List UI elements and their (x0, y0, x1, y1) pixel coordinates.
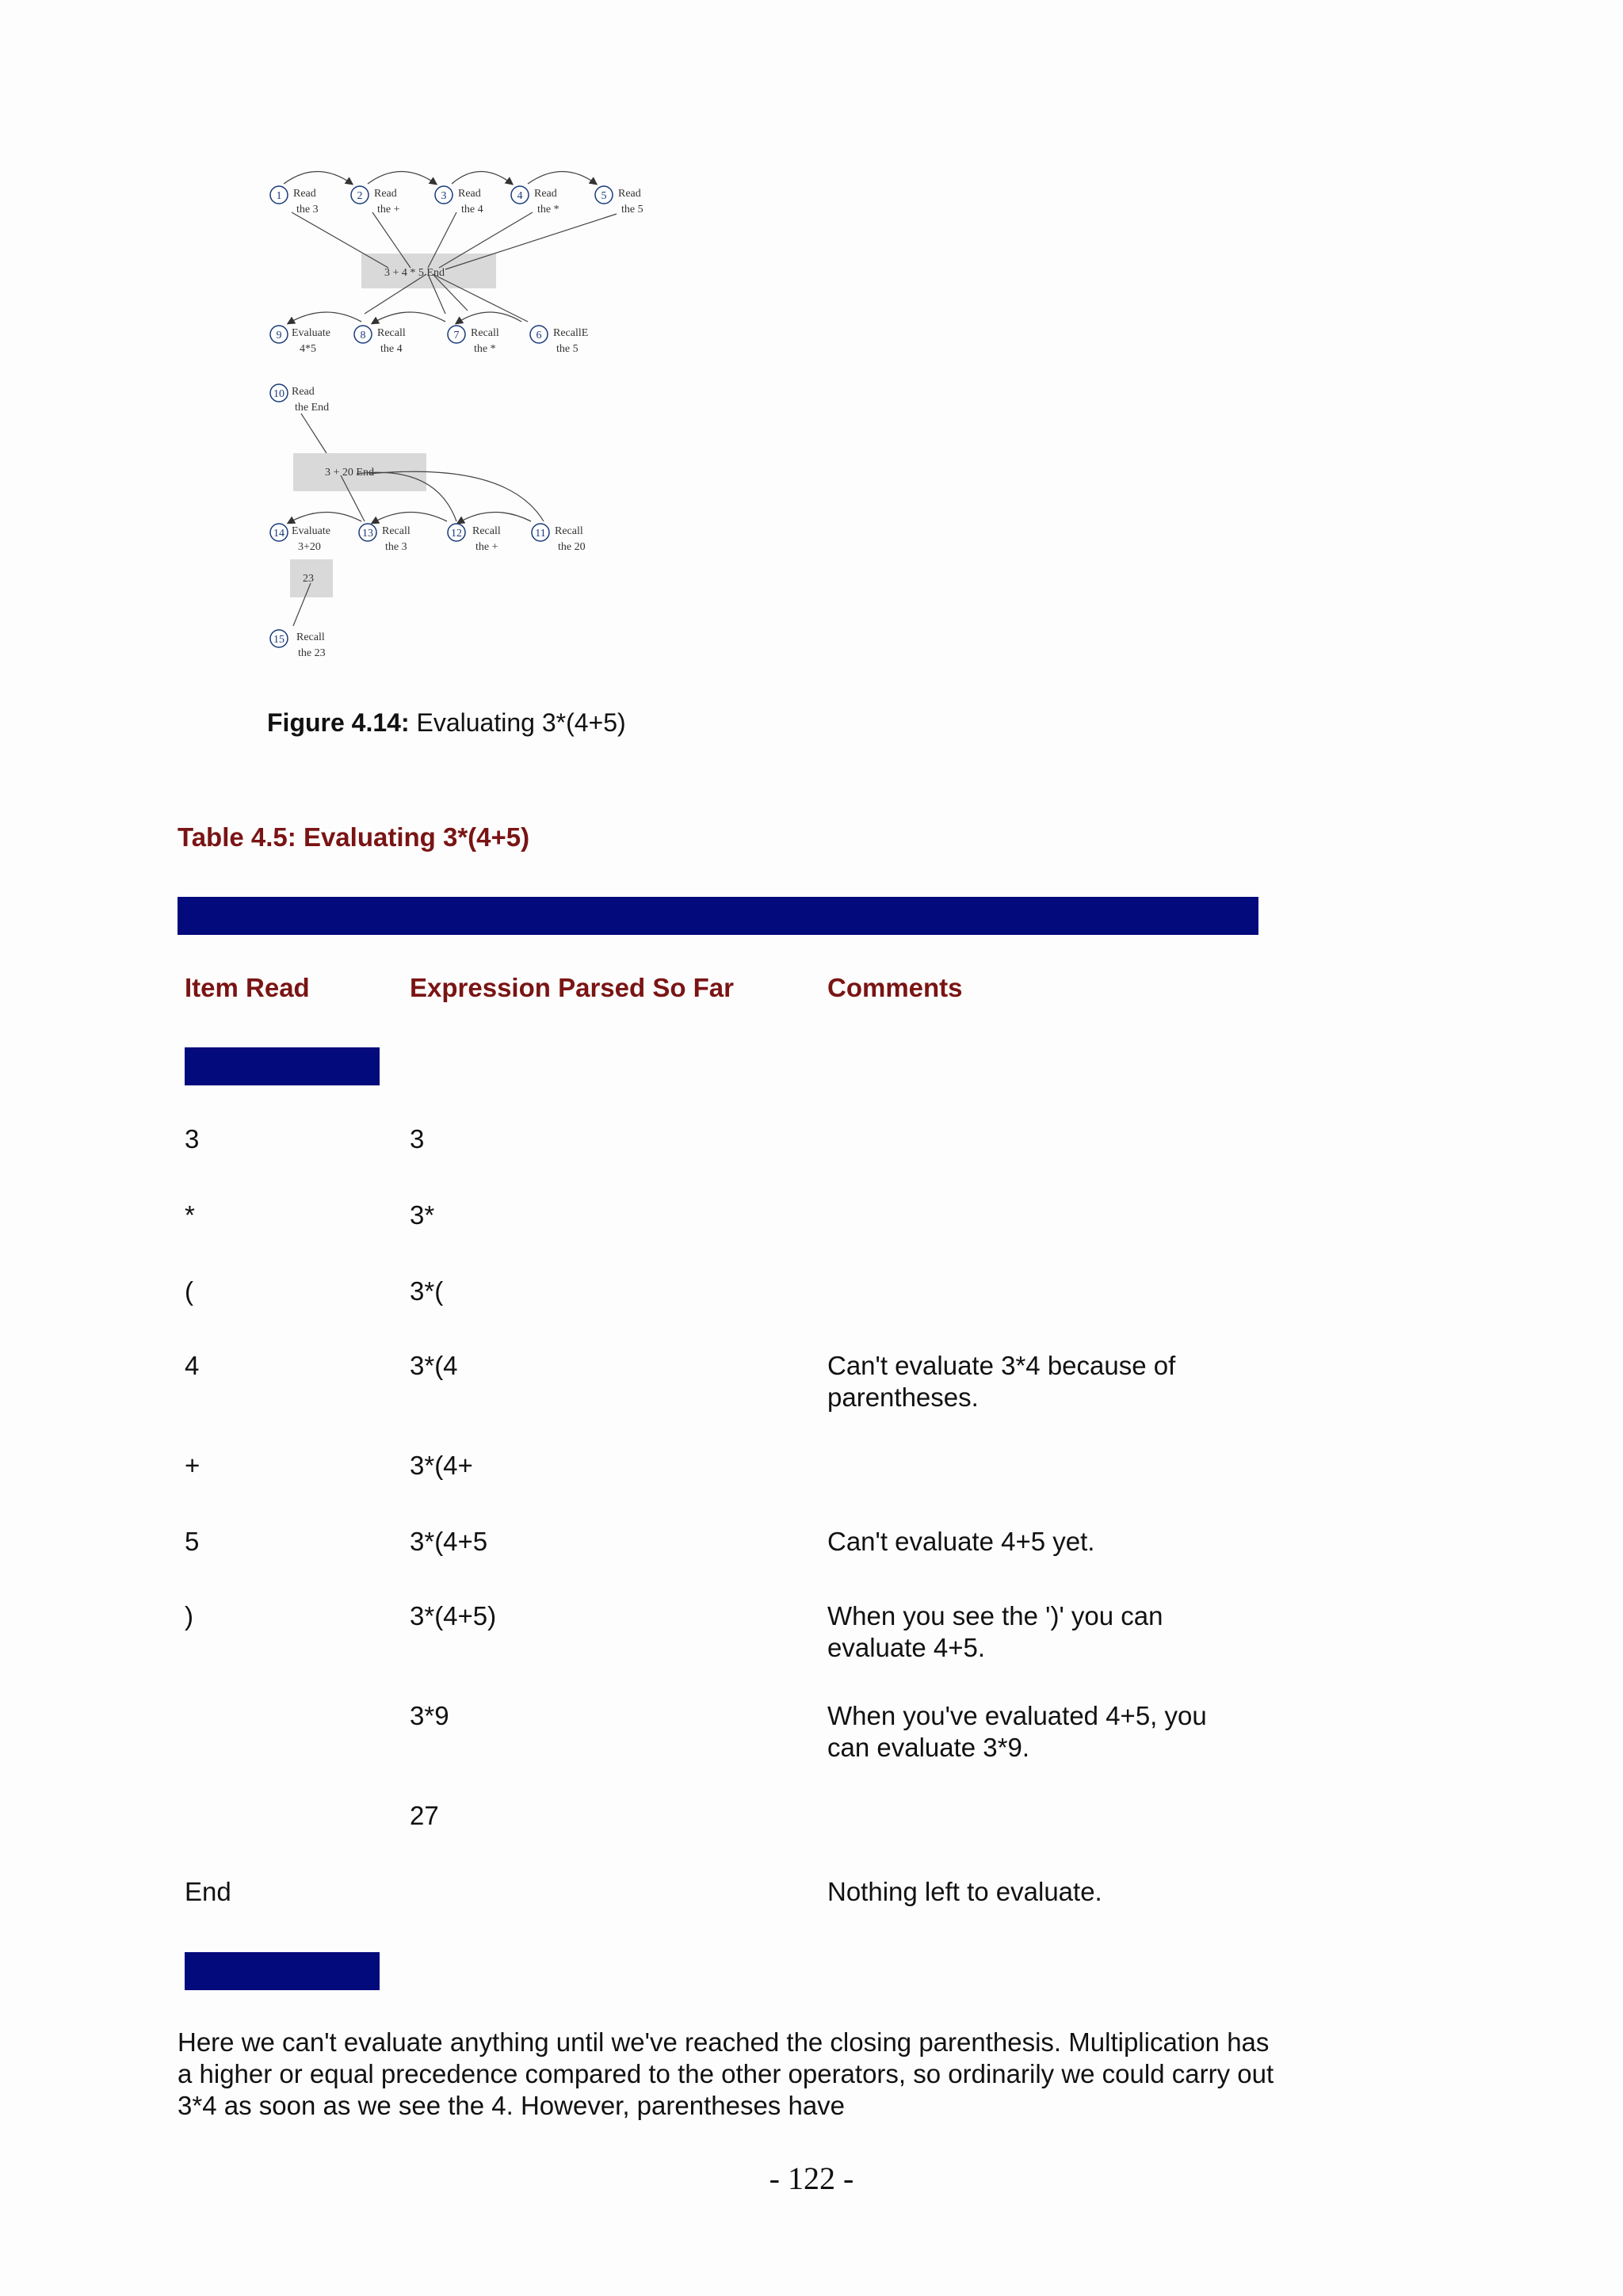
cell-comment: Can't evaluate 3*4 because of parentheses. (827, 1351, 1176, 1412)
cell-comment: Can't evaluate 4+5 yet. (827, 1527, 1095, 1556)
column-header-item-read: Item Read (185, 973, 310, 1002)
stack-box-text: 23 (303, 573, 314, 585)
step-node (270, 326, 330, 355)
svg-text:the 5: the 5 (621, 204, 643, 215)
svg-text:Recall: Recall (377, 327, 406, 339)
svg-text:15: 15 (273, 634, 285, 646)
svg-text:Evaluate: Evaluate (292, 525, 330, 537)
cell-item: + (185, 1451, 200, 1480)
cell-item: 5 (185, 1527, 200, 1556)
step-node (595, 186, 643, 215)
step-node (270, 384, 329, 414)
step-node (270, 630, 326, 659)
svg-text:the 20: the 20 (558, 541, 586, 553)
step-node (351, 186, 400, 215)
svg-text:Read: Read (374, 188, 397, 200)
svg-text:the 3: the 3 (296, 204, 319, 215)
svg-text:Read: Read (458, 188, 481, 200)
svg-text:the 5: the 5 (556, 343, 579, 355)
svg-text:Recall: Recall (471, 327, 499, 339)
step-node (435, 186, 483, 215)
svg-text:Recall: Recall (296, 631, 325, 643)
step-node (530, 326, 588, 355)
cell-expr: 3*(4+ (410, 1451, 473, 1480)
svg-text:RecallE: RecallE (553, 327, 589, 339)
step-node (354, 326, 406, 355)
body-paragraph: Here we can't evaluate anything until we've reached the closing parenthesis. Multiplication has a higher or equal precedence compared to the other operators, so ordinarily we could carry out 3*4 as soon as we see the 4. However, parentheses have (178, 2027, 1274, 2120)
cell-expr: 27 (410, 1801, 439, 1830)
cell-item: ( (185, 1276, 193, 1306)
cell-comment: When you see the ')' you can evaluate 4+5. (827, 1601, 1163, 1662)
svg-text:Evaluate: Evaluate (292, 327, 330, 339)
svg-text:5: 5 (601, 190, 607, 202)
third-row-nodes (270, 524, 586, 553)
svg-text:Recall: Recall (382, 525, 411, 537)
svg-text:14: 14 (273, 528, 285, 540)
third-row-arrows (288, 512, 531, 523)
svg-text:the *: the * (537, 204, 559, 215)
table-bottom-bar (185, 1952, 380, 1990)
stack-box-text: 3 + 20 End (325, 467, 374, 479)
svg-text:8: 8 (360, 330, 366, 341)
svg-text:1: 1 (276, 190, 282, 202)
cell-item: 4 (185, 1351, 200, 1380)
figure-caption (267, 708, 626, 738)
box1-lines (292, 212, 617, 322)
step-node (448, 326, 499, 355)
svg-text:9: 9 (276, 330, 282, 341)
top-row-nodes (270, 186, 643, 215)
second-row-arrows (288, 312, 521, 323)
step-node (448, 524, 501, 553)
top-row-arrows (284, 172, 596, 185)
svg-text:11: 11 (535, 528, 546, 540)
svg-text:the End: the End (295, 402, 330, 414)
svg-text:Read: Read (534, 188, 557, 200)
svg-text:4*5: 4*5 (300, 343, 316, 355)
cell-expr: 3*( (410, 1276, 444, 1306)
table-top-bar (178, 897, 1258, 935)
cell-item: ) (185, 1601, 193, 1630)
cell-item: End (185, 1877, 231, 1906)
page-number: - 122 - (769, 2161, 854, 2196)
cell-expr: 3*(4 (410, 1351, 458, 1380)
svg-text:Recall: Recall (555, 525, 583, 537)
svg-text:13: 13 (362, 528, 373, 540)
svg-text:Read: Read (293, 188, 316, 200)
evaluation-diagram (269, 155, 682, 670)
svg-text:Recall: Recall (472, 525, 501, 537)
table-divider-bar (185, 1047, 380, 1085)
svg-text:the 23: the 23 (298, 647, 326, 659)
figure-label: Figure 4.14: (267, 708, 410, 737)
second-row-nodes (270, 326, 588, 355)
cell-expr: 3*(4+5) (410, 1601, 497, 1630)
svg-text:7: 7 (453, 330, 460, 341)
svg-text:the 4: the 4 (461, 204, 483, 215)
svg-text:4: 4 (517, 190, 523, 202)
svg-text:2: 2 (357, 190, 363, 202)
table-title: Table 4.5: Evaluating 3*(4+5) (178, 822, 530, 852)
svg-text:Read: Read (292, 386, 315, 398)
column-header-expression: Expression Parsed So Far (410, 973, 735, 1002)
stack-box-text: 3 + 4 * 5 End (384, 267, 445, 279)
cell-expr: 3*(4+5 (410, 1527, 488, 1556)
svg-text:the *: the * (474, 343, 496, 355)
step-node (511, 186, 559, 215)
column-header-comments: Comments (827, 973, 963, 1002)
step-node (270, 186, 319, 215)
svg-text:the 3: the 3 (385, 541, 407, 553)
svg-text:the 4: the 4 (380, 343, 403, 355)
cell-comment: When you've evaluated 4+5, you can evaluate 3*9. (827, 1701, 1207, 1762)
figure-caption-text: Evaluating 3*(4+5) (409, 708, 626, 737)
svg-text:10: 10 (273, 388, 285, 400)
svg-text:3: 3 (441, 190, 447, 202)
svg-text:6: 6 (536, 330, 542, 341)
cell-expr: 3*9 (410, 1701, 449, 1730)
svg-text:3+20: 3+20 (298, 541, 321, 553)
cell-expr: 3* (410, 1200, 435, 1230)
step-node (532, 524, 586, 553)
cell-expr: 3 (410, 1124, 425, 1154)
cell-item: * (185, 1200, 195, 1230)
cell-item: 3 (185, 1124, 200, 1154)
cell-comment: Nothing left to evaluate. (827, 1877, 1102, 1906)
svg-text:12: 12 (451, 528, 462, 540)
step-node (359, 524, 411, 553)
svg-text:the +: the + (475, 541, 498, 553)
svg-text:the +: the + (377, 204, 400, 215)
svg-text:Read: Read (618, 188, 641, 200)
step-node (270, 524, 330, 553)
